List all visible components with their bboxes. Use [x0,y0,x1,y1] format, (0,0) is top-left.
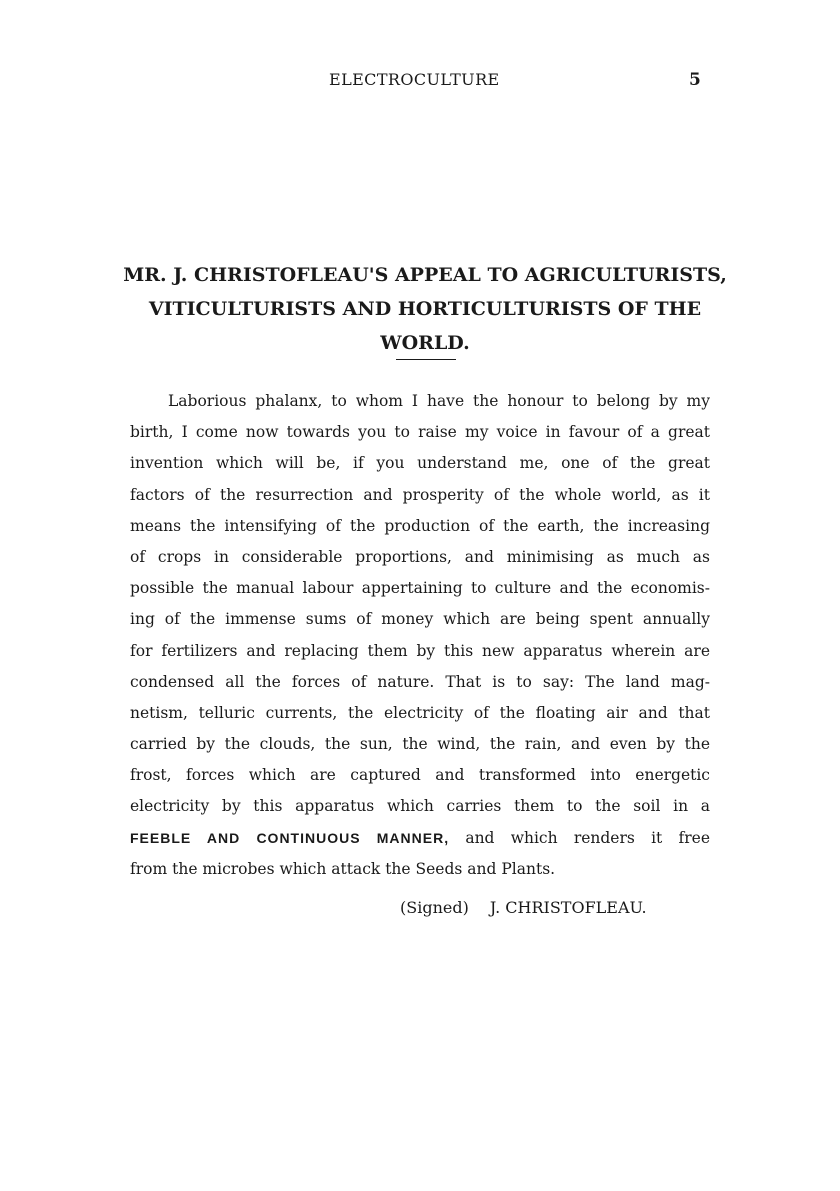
running-title: ELECTROCULTURE [329,70,500,89]
text-line: from the microbes which attack the Seeds and Plants. [130,859,556,878]
running-header [0,70,840,94]
text-line: invention which will be, if you understand me, one of the great [130,454,710,473]
text-line: factors of the resurrection and prosperity of the whole world, as it [130,485,710,504]
title-line: MR. J. CHRISTOFLEAU'S APPEAL TO AGRICULTURISTS, [123,264,727,286]
text-line: electricity by this apparatus which carries them to the soil in a [130,797,710,816]
text-line-emphasis [130,823,710,854]
text-line: of crops in considerable proportions, and minimising as much as [130,547,710,566]
text-line: condensed all the forces of nature. That is to say: The land mag- [130,672,710,691]
text-line: frost, forces which are captured and transformed into energetic [130,766,710,785]
title-line: WORLD. [380,332,470,354]
text-line: birth, I come now towards you to raise my voice in favour of a great [130,423,710,442]
text-line: carried by the clouds, the sun, the wind, the rain, and even by the [130,735,710,754]
appeal-paragraph [130,386,710,885]
text-line: for fertilizers and replacing them by this new apparatus wherein are [130,641,710,660]
emphasis-tail: and which renders it free [449,828,710,847]
emphasis-text: FEEBLE AND CONTINUOUS MANNER, [130,829,450,846]
signature-label: (Signed) [400,898,469,917]
title-line: VITICULTURISTS AND HORTICULTURISTS OF THE [148,298,702,320]
title-divider [396,359,456,360]
page-title [120,258,730,360]
text-line: possible the manual labour appertaining to culture and the economis- [130,579,710,598]
text-line: netism, telluric currents, the electricity of the floating air and that [130,703,710,722]
signature-name: J. CHRISTOFLEAU. [489,898,647,917]
text-line: ing of the immense sums of money which are being spent annually [130,610,710,629]
text-line: Laborious phalanx, to whom I have the honour to belong by my [168,392,710,410]
signature [400,898,647,917]
text-line: means the intensifying of the production of the earth, the increasing [130,516,710,535]
page-number: 5 [689,70,701,90]
